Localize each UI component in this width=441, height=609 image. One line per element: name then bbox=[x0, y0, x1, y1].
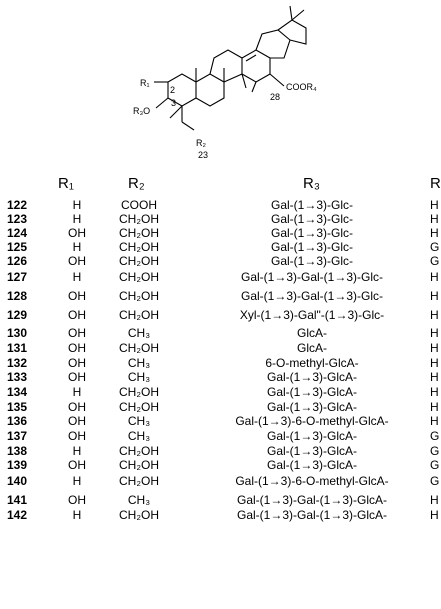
r1-value: OH bbox=[68, 326, 86, 340]
r2-value: CH₂OH bbox=[119, 385, 159, 399]
r2-value: CH₂OH bbox=[119, 308, 159, 322]
compound-id: 135 bbox=[7, 400, 28, 414]
r1-value: H bbox=[72, 240, 82, 254]
compound-row bbox=[0, 326, 441, 342]
compound-row bbox=[0, 493, 441, 509]
compound-row bbox=[0, 429, 441, 445]
r2-value: CH₃ bbox=[127, 493, 151, 507]
compound-row bbox=[0, 254, 441, 270]
r1-value: OH bbox=[68, 400, 86, 414]
compound-id: 125 bbox=[7, 240, 28, 254]
r4-value: H bbox=[430, 212, 439, 226]
r2-value: CH₂OH bbox=[119, 212, 159, 226]
r1-value: H bbox=[72, 270, 82, 284]
r2-label: R₂ bbox=[196, 138, 206, 148]
r2-value: CH₃ bbox=[127, 326, 151, 340]
r1-value: OH bbox=[68, 308, 86, 322]
r4-value: H bbox=[430, 414, 439, 428]
compound-id: 132 bbox=[7, 356, 28, 370]
r4-value: G bbox=[430, 474, 440, 488]
r2-value: CH₂OH bbox=[119, 474, 159, 488]
r1-value: OH bbox=[68, 254, 86, 268]
compound-id: 130 bbox=[7, 326, 28, 340]
r4-value: H bbox=[430, 326, 439, 340]
r2-value: CH₃ bbox=[127, 414, 151, 428]
r3-value: Gal-(1→3)-6-O-methyl-GlcA- bbox=[235, 474, 389, 488]
r4-value: H bbox=[430, 370, 439, 384]
r4-value: G bbox=[430, 240, 440, 254]
compound-id: 124 bbox=[7, 226, 28, 240]
r1-value: OH bbox=[68, 370, 86, 384]
r4-value: G bbox=[430, 444, 440, 458]
r1-value: OH bbox=[68, 414, 86, 428]
r2-value: CH₂OH bbox=[119, 400, 159, 414]
compound-row bbox=[0, 414, 441, 430]
r2-value: CH₂OH bbox=[119, 270, 159, 284]
compound-id: 123 bbox=[7, 212, 28, 226]
header-r2: R₂ bbox=[128, 175, 145, 192]
compound-id: 136 bbox=[7, 414, 28, 428]
compound-id: 138 bbox=[7, 444, 28, 458]
header-r1: R₁ bbox=[58, 175, 74, 192]
r3-value: Gal-(1→3)-Glc- bbox=[270, 212, 353, 226]
r2-value: CH₂OH bbox=[119, 254, 159, 268]
r3-value: GlcA- bbox=[297, 326, 327, 340]
r4-value: H bbox=[430, 270, 439, 284]
c28-locant: 28 bbox=[270, 92, 281, 102]
r2-value: CH₂OH bbox=[119, 226, 159, 240]
r1-value: H bbox=[72, 474, 82, 488]
r4-value: G bbox=[430, 458, 440, 472]
header-r4: R bbox=[430, 175, 441, 192]
r3-value: Gal-(1→3)-Glc- bbox=[270, 198, 353, 212]
c23-locant: 23 bbox=[198, 150, 209, 160]
r3-value: Gal-(1→3)-GlcA- bbox=[266, 370, 357, 384]
r4-value: H bbox=[430, 493, 439, 507]
r3-value: 6-O-methyl-GlcA- bbox=[265, 356, 359, 370]
r3-value: Gal-(1→3)-Gal-(1→3)-Glc- bbox=[240, 289, 383, 303]
r1-value: OH bbox=[68, 429, 86, 443]
r4-value: H bbox=[430, 289, 439, 303]
compound-row bbox=[0, 458, 441, 474]
r2-value: CH₂OH bbox=[119, 508, 159, 522]
compound-row bbox=[0, 474, 441, 490]
compound-id: 126 bbox=[7, 254, 28, 268]
r1-value: H bbox=[72, 198, 82, 212]
r3-value: Xyl-(1→3)-Gal"-(1→3)-Glc- bbox=[239, 308, 385, 322]
r3-value: Gal-(1→3)-6-O-methyl-GlcA- bbox=[235, 414, 389, 428]
compound-row bbox=[0, 370, 441, 386]
r3-value: Gal-(1→3)-GlcA- bbox=[266, 385, 357, 399]
r3o-label: R₃O bbox=[133, 106, 151, 116]
r4-value: H bbox=[430, 198, 439, 212]
c3-locant: 3 bbox=[171, 98, 177, 108]
r3-value: Gal-(1→3)-Glc- bbox=[270, 226, 353, 240]
r2-value: CH₂OH bbox=[119, 444, 159, 458]
r1-value: H bbox=[72, 508, 82, 522]
r4-value: H bbox=[430, 308, 439, 322]
compound-id: 134 bbox=[7, 385, 28, 399]
r3-value: Gal-(1→3)-Glc- bbox=[270, 240, 353, 254]
r1-value: OH bbox=[68, 226, 86, 240]
r4-value: H bbox=[430, 356, 439, 370]
compound-row bbox=[0, 308, 441, 324]
r3-value: Gal-(1→3)-GlcA- bbox=[266, 444, 357, 458]
compound-row bbox=[0, 289, 441, 305]
compound-id: 137 bbox=[7, 429, 28, 443]
compound-id: 128 bbox=[7, 289, 28, 303]
r4-value: G bbox=[430, 254, 440, 268]
compound-row bbox=[0, 385, 441, 401]
r2-value: CH₂OH bbox=[119, 341, 159, 355]
r1-value: H bbox=[72, 444, 82, 458]
compound-id: 142 bbox=[7, 508, 28, 522]
header-r3: R₃ bbox=[303, 175, 320, 192]
skeleton-bonds bbox=[154, 6, 306, 130]
compound-id: 122 bbox=[7, 198, 28, 212]
r1-value: OH bbox=[68, 458, 86, 472]
r4-value: G bbox=[430, 429, 440, 443]
compound-row bbox=[0, 341, 441, 357]
structure-labels bbox=[133, 78, 317, 160]
r4-value: H bbox=[430, 385, 439, 399]
r2-value: CH₃ bbox=[127, 429, 151, 443]
r4-value: H bbox=[430, 341, 439, 355]
r3-value: Gal-(1→3)-GlcA- bbox=[266, 400, 357, 414]
r2-value: CH₂OH bbox=[119, 240, 159, 254]
compound-id: 140 bbox=[7, 474, 28, 488]
r3-value: Gal-(1→3)-Gal-(1→3)-Glc- bbox=[240, 270, 383, 284]
r1-value: H bbox=[72, 385, 82, 399]
r1-value: OH bbox=[68, 356, 86, 370]
r1-value: H bbox=[72, 212, 82, 226]
r3-value: Gal-(1→3)-Gal-(1→3)-GlcA- bbox=[236, 508, 387, 522]
r3-value: Gal-(1→3)-GlcA- bbox=[266, 429, 357, 443]
compound-id: 139 bbox=[7, 458, 28, 472]
chemical-structure bbox=[0, 0, 441, 175]
r3-value: Gal-(1→3)-Glc- bbox=[270, 254, 353, 268]
compound-id: 127 bbox=[7, 270, 28, 284]
compound-id: 129 bbox=[7, 308, 28, 322]
r4-value: H bbox=[430, 400, 439, 414]
c2-locant: 2 bbox=[170, 85, 176, 95]
r1-label: R₁ bbox=[140, 78, 150, 88]
r3-value: Gal-(1→3)-Gal-(1→3)-GlcA- bbox=[236, 493, 387, 507]
r2-value: CH₂OH bbox=[119, 289, 159, 303]
compound-id: 133 bbox=[7, 370, 28, 384]
compound-id: 131 bbox=[7, 341, 28, 355]
r2-value: COOH bbox=[121, 198, 157, 212]
r2-value: CH₃ bbox=[127, 356, 151, 370]
r1-value: OH bbox=[68, 341, 86, 355]
r2-value: CH₃ bbox=[127, 370, 151, 384]
r1-value: OH bbox=[68, 289, 86, 303]
r1-value: OH bbox=[68, 493, 86, 507]
r4-value: H bbox=[430, 508, 439, 522]
compound-row bbox=[0, 270, 441, 286]
r3-value: Gal-(1→3)-GlcA- bbox=[266, 458, 357, 472]
compound-id: 141 bbox=[7, 493, 28, 507]
r4-value: H bbox=[430, 226, 439, 240]
r3-value: GlcA- bbox=[297, 341, 327, 355]
compound-row bbox=[0, 508, 441, 524]
r2-value: CH₂OH bbox=[119, 458, 159, 472]
coor4-label: COOR₄ bbox=[286, 82, 317, 92]
